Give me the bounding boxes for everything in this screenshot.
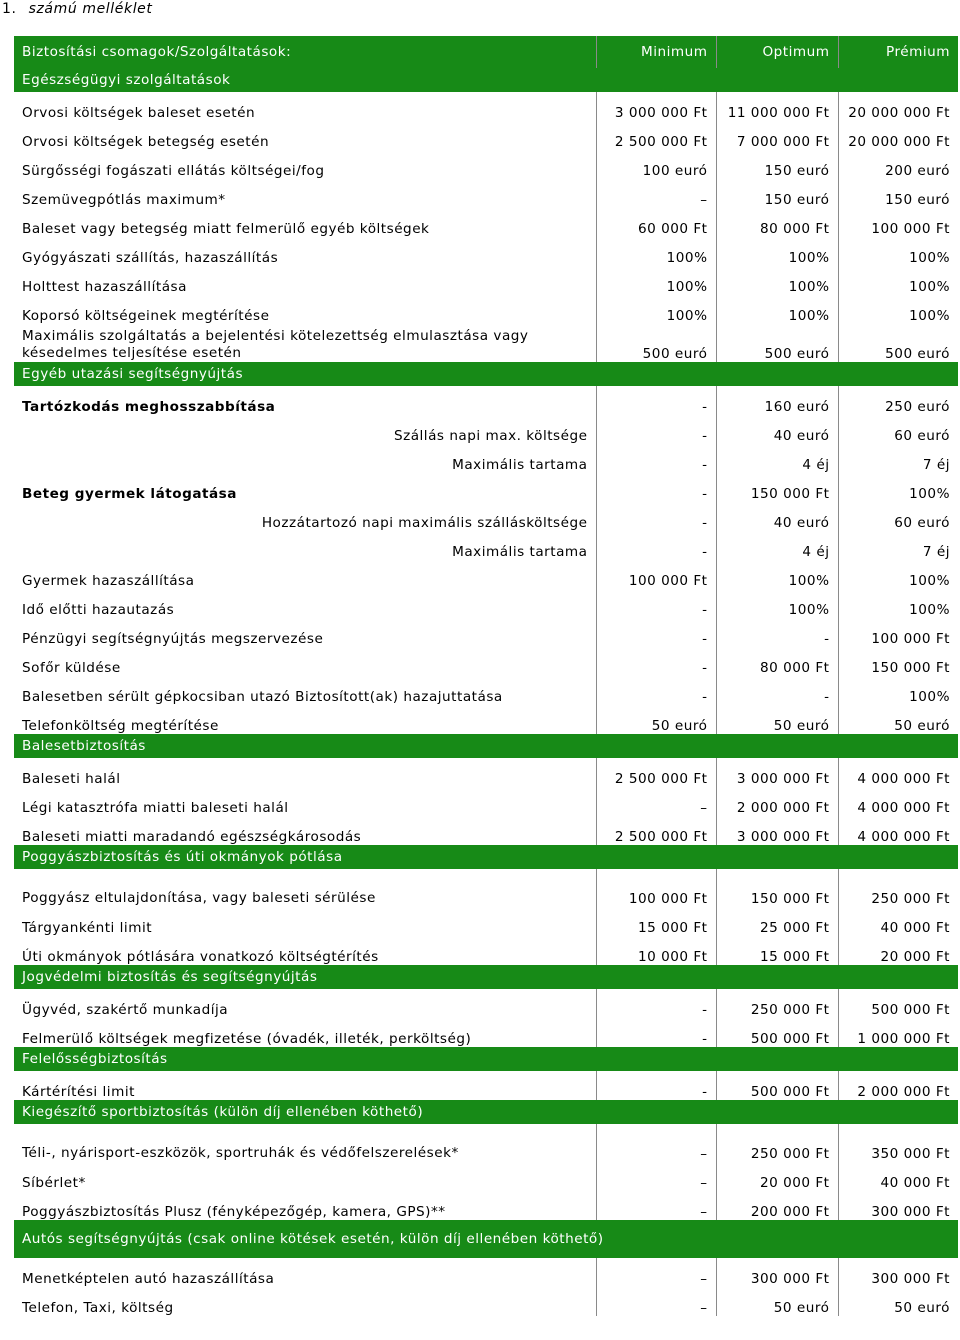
row-label: Baleseti halál: [22, 771, 121, 787]
minimum-value: 3 000 000 Ft: [596, 92, 716, 121]
premium-value: 300 000 Ft: [838, 1258, 958, 1287]
table-row: [14, 589, 958, 618]
row-label: Sofőr küldése: [22, 660, 121, 676]
section-header-row: [14, 1047, 958, 1071]
minimum-value: –: [596, 787, 716, 816]
row-label: Tárgyankénti limit: [22, 920, 153, 936]
optimum-value: 250 000 Ft: [716, 1124, 838, 1162]
minimum-value: -: [596, 1071, 716, 1100]
table-row: [14, 266, 958, 295]
minimum-value: 50 euró: [596, 705, 716, 734]
minimum-value: –: [596, 1124, 716, 1162]
optimum-value: 150 euró: [716, 150, 838, 179]
section-title: Egyéb utazási segítségnyújtás: [14, 362, 958, 386]
row-label: Balesetben sérült gépkocsiban utazó Biztosított(ak) hazajuttatása: [22, 689, 503, 705]
minimum-value: 2 500 000 Ft: [596, 816, 716, 845]
row-label: Beteg gyermek látogatása: [22, 486, 237, 502]
minimum-value: -: [596, 473, 716, 502]
minimum-value: 100 000 Ft: [596, 560, 716, 589]
premium-value: 100 000 Ft: [838, 208, 958, 237]
minimum-value: -: [596, 415, 716, 444]
table-row: [14, 618, 958, 647]
page-heading: [2, 0, 153, 18]
row-label: Telefon, Taxi, költség: [22, 1300, 174, 1316]
minimum-value: -: [596, 444, 716, 473]
premium-value: 4 000 000 Ft: [838, 758, 958, 787]
appendix-title: számú melléklet: [28, 1, 153, 17]
premium-value: 20 000 000 Ft: [838, 92, 958, 121]
optimum-value: 50 euró: [716, 705, 838, 734]
optimum-value: 100%: [716, 560, 838, 589]
premium-value: 20 000 000 Ft: [838, 121, 958, 150]
row-label: Maximális szolgáltatás a bejelentési kötelezettség elmulasztása vagy késedelmes teljesítése esetén: [22, 328, 529, 361]
table-row: [14, 1018, 958, 1047]
table-row: [14, 531, 958, 560]
section-header-row: [14, 845, 958, 869]
header-minimum: Minimum: [596, 36, 716, 68]
optimum-value: 20 000 Ft: [716, 1162, 838, 1191]
premium-value: 300 000 Ft: [838, 1191, 958, 1220]
minimum-value: -: [596, 647, 716, 676]
row-label: Orvosi költségek betegség esetén: [22, 134, 270, 150]
row-label: Ügyvéd, szakértő munkadíja: [22, 1002, 229, 1018]
premium-value: 150 euró: [838, 179, 958, 208]
table-row: [14, 150, 958, 179]
premium-value: 500 000 Ft: [838, 989, 958, 1018]
premium-value: 100%: [838, 266, 958, 295]
optimum-value: 40 euró: [716, 502, 838, 531]
optimum-value: 2 000 000 Ft: [716, 787, 838, 816]
table-row: [14, 295, 958, 324]
optimum-value: 500 euró: [716, 324, 838, 362]
premium-value: 250 000 Ft: [838, 869, 958, 907]
premium-value: 7 éj: [838, 531, 958, 560]
optimum-value: 500 000 Ft: [716, 1071, 838, 1100]
row-label: Baleset vagy betegség miatt felmerülő egyéb költségek: [22, 221, 430, 237]
table-row: [14, 758, 958, 787]
minimum-value: 100%: [596, 266, 716, 295]
minimum-value: 100 euró: [596, 150, 716, 179]
optimum-value: 150 euró: [716, 179, 838, 208]
header-package-label: Biztosítási csomagok/Szolgáltatások:: [14, 36, 596, 68]
table-row: [14, 936, 958, 965]
premium-value: 250 euró: [838, 386, 958, 415]
section-title: Felelősségbiztosítás: [14, 1047, 958, 1071]
table-row: [14, 179, 958, 208]
minimum-value: 100%: [596, 237, 716, 266]
table-row: [14, 676, 958, 705]
minimum-value: -: [596, 386, 716, 415]
optimum-value: 100%: [716, 266, 838, 295]
row-label: Telefonköltség megtérítése: [22, 718, 219, 734]
table-row: [14, 816, 958, 845]
premium-value: 2 000 000 Ft: [838, 1071, 958, 1100]
row-label: Maximális tartama: [452, 544, 588, 560]
optimum-value: 80 000 Ft: [716, 208, 838, 237]
row-label: Hozzátartozó napi maximális szállásköltsége: [261, 515, 588, 531]
table-row: [14, 1287, 958, 1316]
optimum-value: 7 000 000 Ft: [716, 121, 838, 150]
section-header-row: [14, 362, 958, 386]
table-row: [14, 473, 958, 502]
row-label: Légi katasztrófa miatti baleseti halál: [22, 800, 289, 816]
optimum-value: 3 000 000 Ft: [716, 758, 838, 787]
optimum-value: 300 000 Ft: [716, 1258, 838, 1287]
row-label: Kártérítési limit: [22, 1084, 135, 1100]
optimum-value: 11 000 000 Ft: [716, 92, 838, 121]
minimum-value: –: [596, 1287, 716, 1316]
row-label: Síbérlet*: [22, 1175, 86, 1191]
premium-value: 100 000 Ft: [838, 618, 958, 647]
optimum-value: 25 000 Ft: [716, 907, 838, 936]
minimum-value: –: [596, 1258, 716, 1287]
row-label: Poggyász eltulajdonítása, vagy baleseti sérülése: [22, 890, 376, 906]
section-header-row: [14, 68, 958, 92]
optimum-value: 200 000 Ft: [716, 1191, 838, 1220]
header-premium: Prémium: [838, 36, 958, 68]
table-row: [14, 324, 958, 362]
row-label: Gyermek hazaszállítása: [22, 573, 195, 589]
table-row: [14, 415, 958, 444]
coverage-table-body: [14, 36, 958, 1316]
table-row: [14, 502, 958, 531]
row-label: Téli-, nyárisport-eszközök, sportruhák és védőfelszerelések*: [22, 1145, 459, 1161]
premium-value: 200 euró: [838, 150, 958, 179]
table-row: [14, 560, 958, 589]
section-header-row: [14, 734, 958, 758]
table-row: [14, 386, 958, 415]
table-header-row: [14, 36, 958, 68]
table-row: [14, 444, 958, 473]
optimum-value: 3 000 000 Ft: [716, 816, 838, 845]
premium-value: 20 000 Ft: [838, 936, 958, 965]
optimum-value: 4 éj: [716, 444, 838, 473]
premium-value: 100%: [838, 295, 958, 324]
section-title: Autós segítségnyújtás (csak online kötések esetén, külön díj ellenében köthető): [14, 1220, 958, 1258]
premium-value: 150 000 Ft: [838, 647, 958, 676]
section-header-row: [14, 1100, 958, 1124]
row-label: Tartózkodás meghosszabbítása: [22, 399, 276, 415]
minimum-value: 2 500 000 Ft: [596, 121, 716, 150]
section-header-row: [14, 965, 958, 989]
minimum-value: -: [596, 1018, 716, 1047]
table-row: [14, 92, 958, 121]
optimum-value: 40 euró: [716, 415, 838, 444]
minimum-value: -: [596, 618, 716, 647]
table-row: [14, 869, 958, 907]
minimum-value: -: [596, 676, 716, 705]
premium-value: 7 éj: [838, 444, 958, 473]
minimum-value: -: [596, 989, 716, 1018]
premium-value: 50 euró: [838, 705, 958, 734]
table-row: [14, 989, 958, 1018]
minimum-value: -: [596, 531, 716, 560]
optimum-value: 4 éj: [716, 531, 838, 560]
minimum-value: -: [596, 589, 716, 618]
premium-value: 100%: [838, 237, 958, 266]
premium-value: 40 000 Ft: [838, 907, 958, 936]
row-label: Poggyászbiztosítás Plusz (fényképezőgép, kamera, GPS)**: [22, 1204, 446, 1220]
minimum-value: –: [596, 179, 716, 208]
row-label: Orvosi költségek baleset esetén: [22, 105, 256, 121]
optimum-value: -: [716, 618, 838, 647]
premium-value: 500 euró: [838, 324, 958, 362]
premium-value: 40 000 Ft: [838, 1162, 958, 1191]
minimum-value: 100%: [596, 295, 716, 324]
header-optimum: Optimum: [716, 36, 838, 68]
row-label: Szemüvegpótlás maximum*: [22, 192, 226, 208]
row-label: Szállás napi max. költsége: [393, 428, 588, 444]
section-title: Jogvédelmi biztosítás és segítségnyújtás: [14, 965, 958, 989]
premium-value: 100%: [838, 589, 958, 618]
table-row: [14, 121, 958, 150]
optimum-value: 500 000 Ft: [716, 1018, 838, 1047]
row-label: Úti okmányok pótlására vonatkozó költségtérítés: [22, 949, 379, 965]
table-row: [14, 647, 958, 676]
optimum-value: 150 000 Ft: [716, 869, 838, 907]
table-row: [14, 1124, 958, 1162]
premium-value: 100%: [838, 560, 958, 589]
coverage-table: [14, 36, 958, 1316]
section-header-row: [14, 1220, 958, 1258]
table-row: [14, 1191, 958, 1220]
minimum-value: 500 euró: [596, 324, 716, 362]
minimum-value: 10 000 Ft: [596, 936, 716, 965]
table-row: [14, 208, 958, 237]
premium-value: 4 000 000 Ft: [838, 816, 958, 845]
optimum-value: 160 euró: [716, 386, 838, 415]
minimum-value: -: [596, 502, 716, 531]
minimum-value: 100 000 Ft: [596, 869, 716, 907]
row-label: Pénzügyi segítségnyújtás megszervezése: [22, 631, 324, 647]
row-label: Menetképtelen autó hazaszállítása: [22, 1271, 275, 1287]
row-label: Gyógyászati szállítás, hazaszállítás: [22, 250, 279, 266]
table-row: [14, 787, 958, 816]
premium-value: 60 euró: [838, 415, 958, 444]
row-label: Baleseti miatti maradandó egészségkárosodás: [22, 829, 362, 845]
row-label: Felmerülő költségek megfizetése (óvadék, illeték, perköltség): [22, 1031, 472, 1047]
appendix-number: 1.: [2, 1, 17, 17]
section-title: Poggyászbiztosítás és úti okmányok pótlása: [14, 845, 958, 869]
optimum-value: 50 euró: [716, 1287, 838, 1316]
row-label: Idő előtti hazautazás: [22, 602, 175, 618]
minimum-value: –: [596, 1162, 716, 1191]
table-row: [14, 1071, 958, 1100]
table-row: [14, 907, 958, 936]
premium-value: 350 000 Ft: [838, 1124, 958, 1162]
minimum-value: 60 000 Ft: [596, 208, 716, 237]
table-row: [14, 705, 958, 734]
premium-value: 60 euró: [838, 502, 958, 531]
minimum-value: 2 500 000 Ft: [596, 758, 716, 787]
table-row: [14, 1162, 958, 1191]
section-title: Balesetbiztosítás: [14, 734, 958, 758]
optimum-value: 100%: [716, 237, 838, 266]
premium-value: 4 000 000 Ft: [838, 787, 958, 816]
optimum-value: 100%: [716, 295, 838, 324]
row-label: Holttest hazaszállítása: [22, 279, 187, 295]
premium-value: 1 000 000 Ft: [838, 1018, 958, 1047]
row-label: Sürgősségi fogászati ellátás költségei/fog: [22, 163, 325, 179]
minimum-value: –: [596, 1191, 716, 1220]
table-row: [14, 237, 958, 266]
premium-value: 50 euró: [838, 1287, 958, 1316]
optimum-value: 150 000 Ft: [716, 473, 838, 502]
optimum-value: 250 000 Ft: [716, 989, 838, 1018]
premium-value: 100%: [838, 676, 958, 705]
table-row: [14, 1258, 958, 1287]
premium-value: 100%: [838, 473, 958, 502]
minimum-value: 15 000 Ft: [596, 907, 716, 936]
optimum-value: 80 000 Ft: [716, 647, 838, 676]
row-label: Koporsó költségeinek megtérítése: [22, 308, 270, 324]
optimum-value: 100%: [716, 589, 838, 618]
optimum-value: 15 000 Ft: [716, 936, 838, 965]
section-title: Egészségügyi szolgáltatások: [14, 68, 958, 92]
row-label: Maximális tartama: [452, 457, 588, 473]
optimum-value: -: [716, 676, 838, 705]
section-title: Kiegészítő sportbiztosítás (külön díj ellenében köthető): [14, 1100, 958, 1124]
